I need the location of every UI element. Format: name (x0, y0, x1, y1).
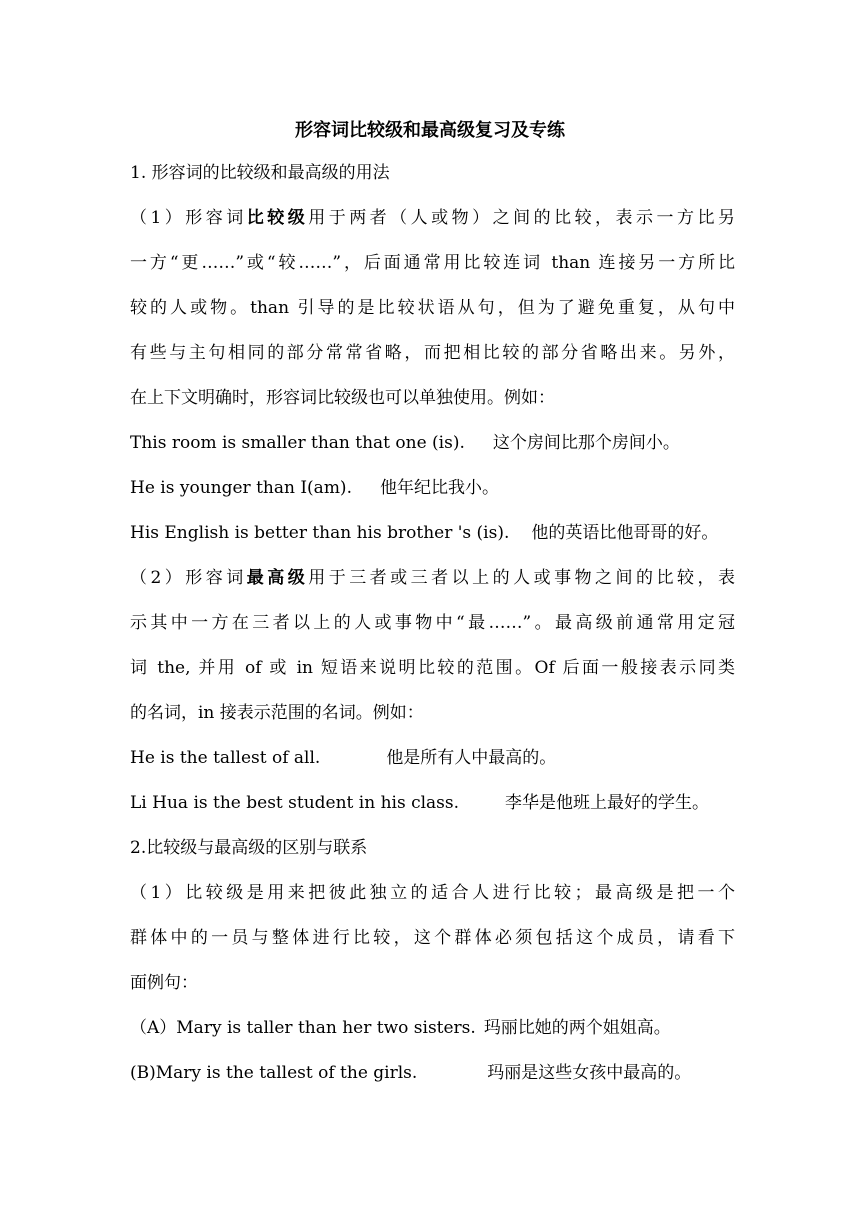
example-chinese: 他是所有人中最高的。 (386, 748, 557, 768)
example-line (130, 1061, 735, 1085)
s2-p1-line2: 群体中的一员与整体进行比较，这个群体必须包括这个成员，请看下 (130, 928, 735, 948)
example-english: （A）Mary is taller than her two sisters. (130, 1018, 476, 1038)
s1-p2-line3: 词 the, 并用 of 或 in 短语来说明比较的范围。Of 后面一般接表示同类 (130, 658, 735, 678)
example-line (130, 521, 735, 545)
bold-term-superlative: 最高级 (246, 568, 309, 588)
example-english: He is the tallest of all. (130, 748, 321, 768)
example-english: His English is better than his brother 's (is). (130, 523, 510, 543)
s2-p1-line1: （1）比较级是用来把彼此独立的适合人进行比较；最高级是把一个 (130, 883, 735, 903)
s1-p2-line1: （2）形容词最高级用于三者或三者以上的人或事物之间的比较，表 (130, 568, 735, 588)
example-line (130, 746, 735, 770)
example-english: He is younger than I(am). (130, 478, 352, 498)
section1-heading: 1. 形容词的比较级和最高级的用法 (130, 163, 390, 183)
s1-p1-line2: 一方“更……”或“较……”，后面通常用比较连词 than 连接另一方所比 (130, 253, 735, 273)
s1-p2-line4: 的名词，in 接表示范围的名词。例如： (130, 703, 424, 723)
section2-heading: 2.比较级与最高级的区别与联系 (130, 838, 368, 858)
example-line (130, 791, 735, 815)
example-chinese: 这个房间比那个房间小。 (492, 433, 680, 453)
example-english: Li Hua is the best student in his class. (130, 793, 460, 813)
s2-p1-line3: 面例句： (130, 973, 198, 993)
example-line (130, 476, 735, 500)
document-title: 形容词比较级和最高级复习及专练 (295, 120, 565, 141)
example-chinese: 李华是他班上最好的学生。 (505, 793, 710, 813)
example-chinese: 他的英语比他哥哥的好。 (531, 523, 719, 543)
s1-p1-line3: 较的人或物。than 引导的是比较状语从句，但为了避免重复，从句中 (130, 298, 735, 318)
example-chinese: 玛丽是这些女孩中最高的。 (487, 1063, 692, 1083)
example-line (130, 1016, 735, 1040)
s1-p2-line2: 示其中一方在三者以上的人或事物中“最……”。最高级前通常用定冠 (130, 613, 735, 633)
s1-p1-line5: 在上下文明确时，形容词比较级也可以单独使用。例如： (130, 388, 555, 408)
s1-p1-line4: 有些与主句相同的部分常常省略，而把相比较的部分省略出来。另外， (130, 343, 735, 363)
bold-term-comparative: 比较级 (246, 208, 309, 228)
example-line (130, 431, 735, 455)
example-english: This room is smaller than that one (is). (130, 433, 465, 453)
example-english: (B)Mary is the tallest of the girls. (130, 1063, 418, 1083)
s1-p1-line1: （1）形容词比较级用于两者（人或物）之间的比较，表示一方比另 (130, 208, 735, 228)
example-chinese: 玛丽比她的两个姐姐高。 (483, 1018, 671, 1038)
example-chinese: 他年纪比我小。 (379, 478, 499, 498)
